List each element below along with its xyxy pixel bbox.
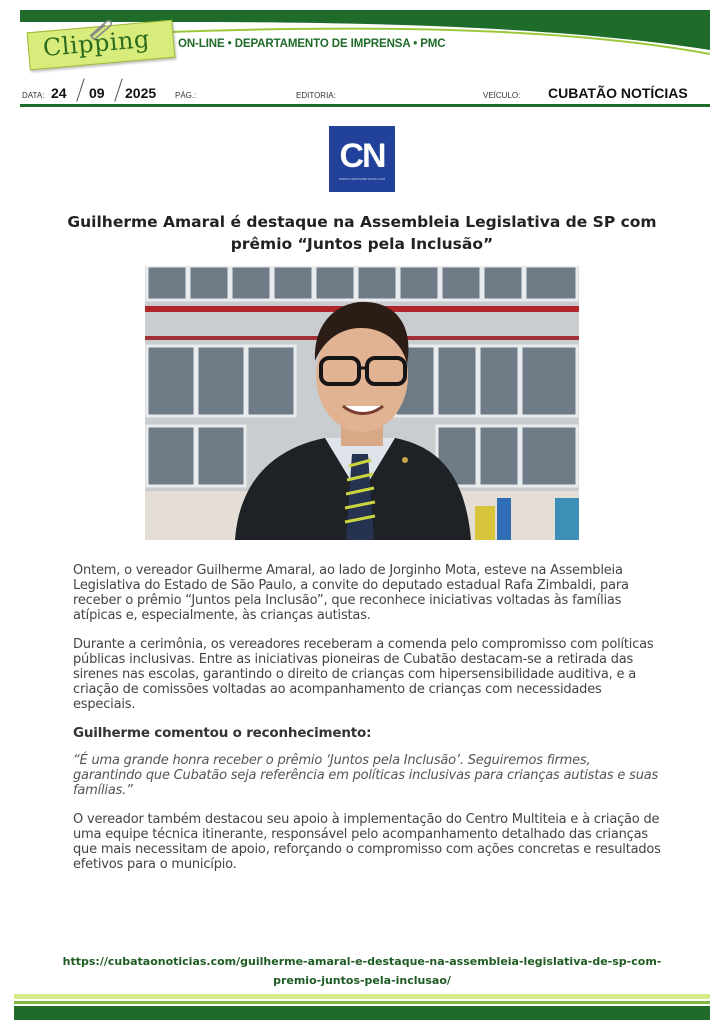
source-link-line-2: premio-juntos-pela-inclusao/ [273,974,451,987]
editoria-label: EDITORIA: [296,91,336,100]
veiculo-name: CUBATÃO NOTÍCIAS [548,85,688,101]
article-title [60,211,664,255]
article-paragraph: Ontem, o vereador Guilherme Amaral, ao lado de Jorginho Mota, esteve na Assembleia Legislativa do Estado de São Paulo, a convite do deputado estadual Rafa Zimbaldi, para receber o prêmio “Juntos pela Inclusão”, que reconhece iniciativas voltadas às famílias atípicas e, especialmente, às crianças autistas. [73,563,629,623]
photo-illustration [145,266,579,540]
article-paragraph: Durante a cerimônia, os vereadores receberam a comenda pelo compromisso com políticas públicas inclusivas. Entre as iniciativas pioneiras de Cubatão destacam-se a retirada das sirenes nas escolas, garantindo o direito de crianças com hipersensibilidade auditiva, e a criação de comissões voltadas ao acompanhamento de crianças com necessidades especiais. [73,637,654,712]
footer-band [14,994,710,1020]
cubatao-noticias-logo [329,126,395,192]
date-label: DATA: [22,91,45,100]
date-year: 2025 [125,85,157,101]
meta-line [22,84,712,106]
page-label: PÁG.: [175,91,197,100]
article-quote: “É uma grande honra receber o prêmio ‘Juntos pela Inclusão’. Seguiremos firmes, garantindo que Cubatão seja referência em políticas inclusivas para crianças autistas e suas famílias.” [73,753,659,798]
date-separator [76,78,84,101]
article-title-line-1: Guilherme Amaral é destaque na Assembleia Legislativa de SP com [67,213,657,231]
meta-divider [20,104,710,107]
article-title-line-2: prêmio “Juntos pela Inclusão” [230,235,494,253]
date-separator [114,78,122,101]
veiculo-label: VEÍCULO: [483,91,521,100]
article-subheading: Guilherme comentou o reconhecimento: [73,725,372,741]
clipping-badge-text: Clipping [41,24,151,63]
footer-stripes [14,994,710,1020]
date-month: 09 [89,85,105,101]
article-paragraph: O vereador também destacou seu apoio à implementação do Centro Multiteia e à criação de uma equipe técnica itinerante, responsável pelo acompanhamento detalhado das crianças que mais necessitam de apoio, reforçando o compromisso com ações concretas e resultados efetivos para o município. [73,812,661,872]
logo-url: WWW.CUBATAONOTICIAS.COM [339,177,385,181]
article-photo [145,266,579,540]
source-link[interactable] [40,952,684,990]
logo-text: CN [339,137,385,175]
department-line: ON-LINE • DEPARTAMENTO DE IMPRENSA • PMC [178,38,446,50]
source-link-line-1: https://cubataonoticias.com/guilherme-amaral-e-destaque-na-assembleia-legislativa-de-sp-com- [62,955,662,968]
article-body [73,563,663,886]
paperclip-icon [86,18,114,40]
date-day: 24 [51,85,67,101]
